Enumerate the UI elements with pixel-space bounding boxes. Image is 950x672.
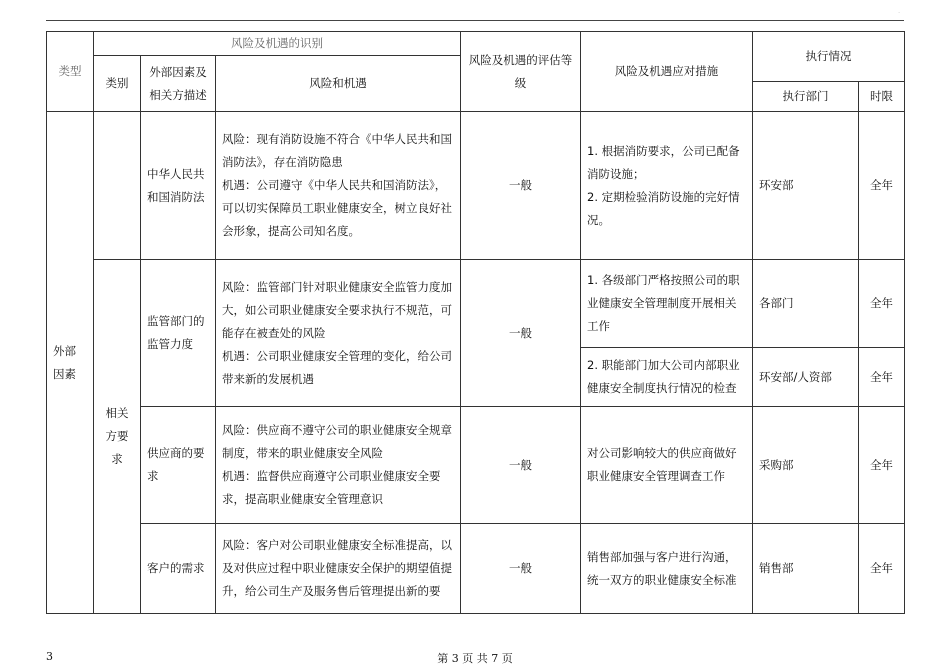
risk-opportunity-table [46,31,905,614]
measure-item: 2. 定期检验消防设施的完好情况。 [587,189,740,227]
level-regulator: 一般 [461,260,581,407]
measure-supplier: 对公司影响较大的供应商做好职业健康安全管理调查工作 [581,407,753,524]
risk-text: 风险：监管部门针对职业健康安全监管力度加大，如公司职业健康安全要求执行不规范，可能存在被查处的风险 [222,279,452,340]
header-type: 类型 [47,32,94,112]
dept-customer: 销售部 [753,524,859,614]
category-parties: 相关方要求 [94,260,141,614]
measure-customer: 销售部加强与客户进行沟通，统一双方的职业健康安全标准 [581,524,753,614]
factor-fire-law: 中华人民共和国消防法 [141,112,216,260]
header-evaluation: 风险及机遇的评估等级 [461,32,581,112]
factor-customer: 客户的需求 [141,524,216,614]
level-customer: 一般 [461,524,581,614]
deadline-regulator-1: 全年 [859,260,905,348]
header-dept: 执行部门 [753,82,859,112]
deadline-customer: 全年 [859,524,905,614]
deadline-fire-law: 全年 [859,112,905,260]
type-external-factor: 外部因素 [47,112,94,614]
dept-fire-law: 环安部 [753,112,859,260]
measure-regulator-1: 1. 各级部门严格按照公司的职业健康安全管理制度开展相关工作 [581,260,753,348]
header-risk-opportunity: 风险和机遇 [216,56,461,112]
level-supplier: 一般 [461,407,581,524]
deadline-supplier: 全年 [859,407,905,524]
risk-opportunity-supplier [216,407,461,524]
opportunity-text: 机遇：监督供应商遵守公司职业健康安全要求，提高职业健康安全管理意识 [222,469,441,506]
header-deadline: 时限 [859,82,905,112]
dept-regulator-1: 各部门 [753,260,859,348]
measure-regulator-2: 2. 职能部门加大公司内部职业健康安全制度执行情况的检查 [581,348,753,407]
risk-opportunity-regulator [216,260,461,407]
measure-item: 1. 根据消防要求，公司已配备消防设施； [587,143,740,181]
category-empty-cell [94,112,141,260]
risk-opportunity-fire-law [216,112,461,260]
level-fire-law: 一般 [461,112,581,260]
risk-customer: 风险：客户对公司职业健康安全标准提高，以及对供应过程中职业健康安全保护的期望值提升，给公司生产及服务售后管理提出新的要 [216,524,461,614]
header-external-factor: 外部因素及相关方描述 [141,56,216,112]
header-execution: 执行情况 [753,32,905,82]
factor-supplier: 供应商的要求 [141,407,216,524]
risk-text: 风险：供应商不遵守公司的职业健康安全规章制度，带来的职业健康安全风险 [222,423,452,460]
measure-fire-law [581,112,753,260]
header-rule [46,20,904,21]
header-measures: 风险及机遇应对措施 [581,32,753,112]
risk-text: 风险：现有消防设施不符合《中华人民共和国消防法》，存在消防隐患 [222,132,452,169]
dept-regulator-2: 环安部/人资部 [753,348,859,407]
footer-left-number: 3 [46,650,53,663]
footer-page-label: 第 3 页 共 7 页 [437,652,513,665]
opportunity-text: 机遇：公司遵守《中华人民共和国消防法》，可以切实保障员工职业健康安全，树立良好社会形象，提高公司知名度。 [222,178,452,238]
deadline-regulator-2: 全年 [859,348,905,407]
dept-supplier: 采购部 [753,407,859,524]
factor-regulator: 监管部门的监管力度 [141,260,216,407]
opportunity-text: 机遇：公司职业健康安全管理的变化，给公司带来新的发展机遇 [222,348,452,386]
header-mark: · [898,10,900,17]
header-category: 类别 [94,56,141,112]
header-identification: 风险及机遇的识别 [94,32,461,56]
